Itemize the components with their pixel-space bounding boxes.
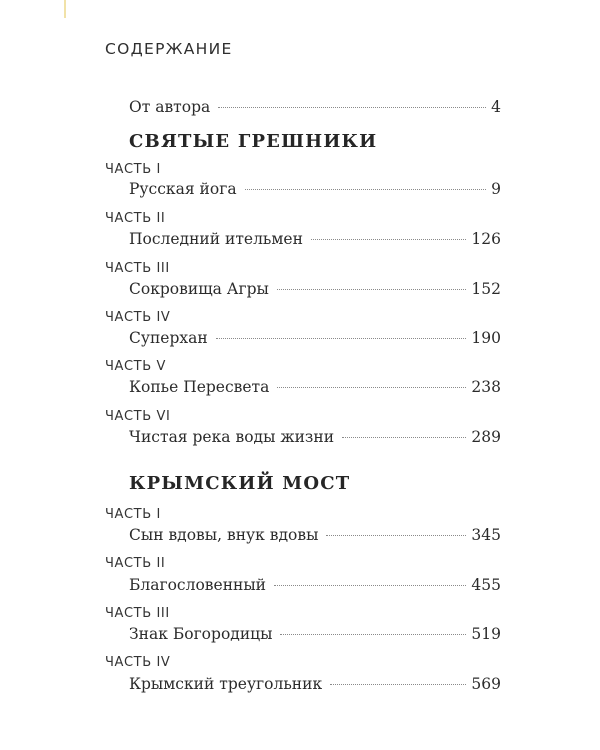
entry-title: Сын вдовы, внук вдовы bbox=[129, 526, 319, 544]
part-label: ЧАСТЬ I bbox=[105, 162, 161, 177]
part-label: ЧАСТЬ II bbox=[105, 556, 166, 571]
part-label: ЧАСТЬ III bbox=[105, 261, 170, 276]
section-title: КРЫМСКИЙ МОСТ bbox=[129, 473, 351, 494]
entry-page-number: 152 bbox=[471, 280, 501, 298]
part-label: ЧАСТЬ IV bbox=[105, 310, 171, 325]
entry-title: Суперхан bbox=[129, 329, 208, 347]
section-title: СВЯТЫЕ ГРЕШНИКИ bbox=[129, 131, 378, 152]
toc-entry[interactable] bbox=[129, 378, 501, 396]
dot-leader bbox=[218, 107, 486, 108]
part-label: ЧАСТЬ I bbox=[105, 507, 161, 522]
toc-entry[interactable] bbox=[129, 625, 501, 643]
part-label: ЧАСТЬ IV bbox=[105, 655, 171, 670]
part-label: ЧАСТЬ V bbox=[105, 359, 166, 374]
toc-entry[interactable] bbox=[129, 230, 501, 248]
entry-title: Крымский треугольник bbox=[129, 675, 323, 693]
entry-title: Русская йога bbox=[129, 180, 237, 198]
entry-page-number: 4 bbox=[491, 98, 501, 116]
page-edge-strip bbox=[64, 0, 66, 18]
entry-title: Последний ительмен bbox=[129, 230, 303, 248]
dot-leader bbox=[311, 239, 466, 240]
dot-leader bbox=[216, 338, 467, 339]
toc-entry[interactable] bbox=[129, 428, 501, 446]
dot-leader bbox=[280, 634, 466, 635]
entry-page-number: 289 bbox=[471, 428, 501, 446]
entry-title: Копье Пересвета bbox=[129, 378, 270, 396]
toc-entry[interactable] bbox=[129, 526, 501, 544]
dot-leader bbox=[277, 387, 466, 388]
entry-page-number: 190 bbox=[471, 329, 501, 347]
toc-entry[interactable] bbox=[129, 280, 501, 298]
toc-entry[interactable] bbox=[129, 576, 501, 594]
entry-title: Знак Богородицы bbox=[129, 625, 273, 643]
dot-leader bbox=[342, 437, 466, 438]
entry-page-number: 455 bbox=[471, 576, 501, 594]
toc-entry[interactable] bbox=[129, 180, 501, 198]
toc-entry[interactable] bbox=[129, 675, 501, 693]
toc-entry[interactable] bbox=[129, 329, 501, 347]
entry-page-number: 519 bbox=[471, 625, 501, 643]
entry-page-number: 345 bbox=[471, 526, 501, 544]
entry-page-number: 126 bbox=[471, 230, 501, 248]
entry-title: Благословенный bbox=[129, 576, 267, 594]
dot-leader bbox=[277, 289, 467, 290]
part-label: ЧАСТЬ II bbox=[105, 211, 166, 226]
toc-entry-intro[interactable] bbox=[129, 98, 501, 116]
part-label: ЧАСТЬ III bbox=[105, 606, 170, 621]
entry-title: Чистая река воды жизни bbox=[129, 428, 335, 446]
dot-leader bbox=[274, 585, 466, 586]
part-label: ЧАСТЬ VI bbox=[105, 409, 171, 424]
entry-title: От автора bbox=[129, 98, 211, 116]
dot-leader bbox=[330, 684, 466, 685]
toc-heading: СОДЕРЖАНИЕ bbox=[105, 40, 233, 58]
entry-page-number: 569 bbox=[471, 675, 501, 693]
entry-title: Сокровища Агры bbox=[129, 280, 269, 298]
entry-page-number: 9 bbox=[491, 180, 501, 198]
dot-leader bbox=[326, 535, 466, 536]
dot-leader bbox=[245, 189, 487, 190]
entry-page-number: 238 bbox=[471, 378, 501, 396]
